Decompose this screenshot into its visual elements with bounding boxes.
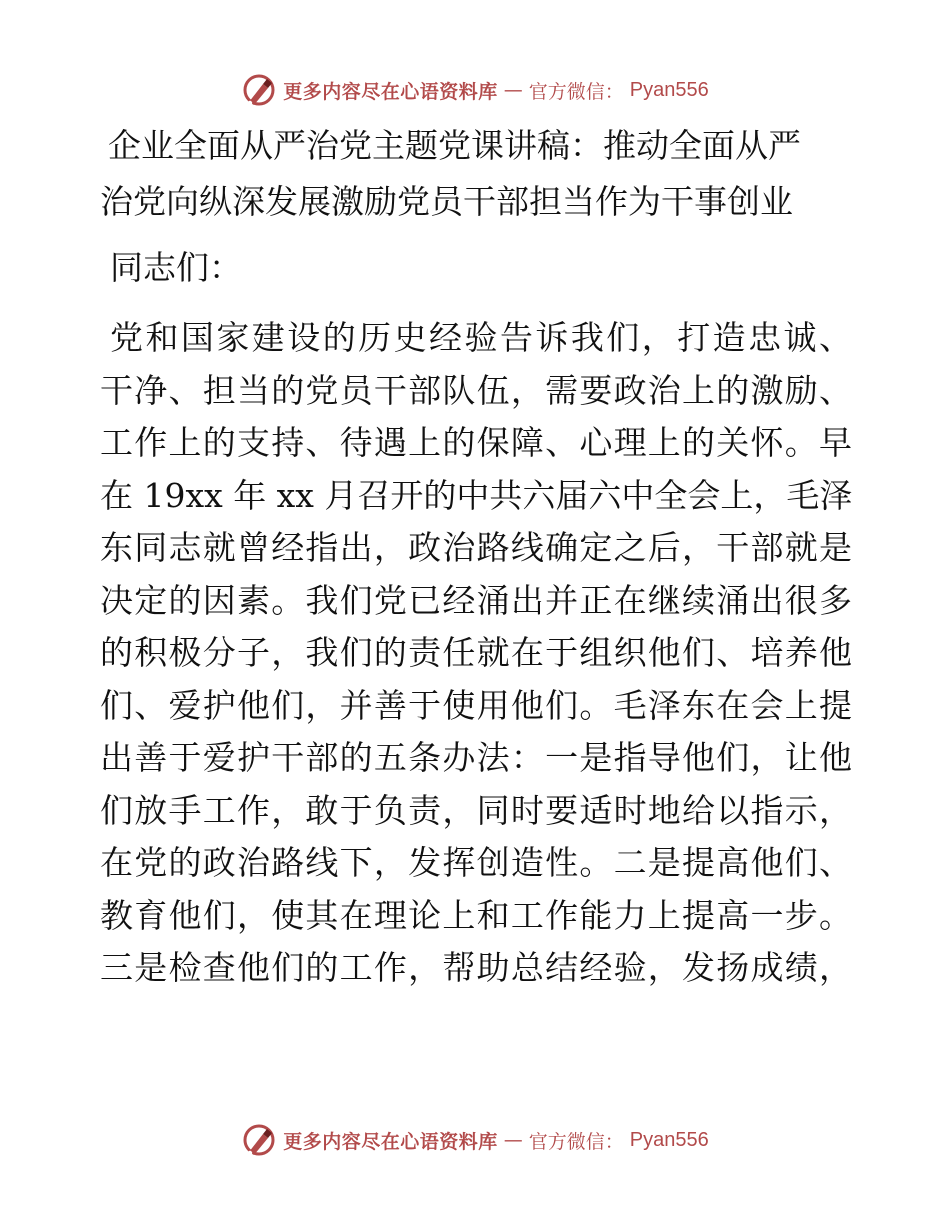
body-line: 们放手工作，敢于负责，同时要适时地给以指示， [100,790,852,830]
body-line: 干净、担当的党员干部队伍，需要政治上的激励、 [100,370,852,410]
footer-banner [0,1120,950,1160]
footer-wechat-id: Pyan556 [629,1128,709,1151]
pen-circle-logo-icon [241,1122,277,1158]
body-line: 东同志就曾经指出，政治路线确定之后，干部就是 [100,528,852,567]
body-paragraph [100,312,852,995]
body-line: 们、爱护他们，并善于使用他们。毛泽东在会上提 [100,685,852,725]
document-content [100,118,852,995]
body-line: 在党的政治路线下，发挥创造性。二是提高他们、 [100,843,852,882]
body-line: 教育他们，使其在理论上和工作能力上提高一步。 [100,895,852,935]
footer-separator: — [503,1129,523,1151]
header-banner [0,70,950,110]
salutation: 同志们： [110,248,242,287]
header-wechat-id: Pyan556 [629,78,709,101]
footer-promo-text: 更多内容尽在心语资料库 [283,1130,498,1153]
header-promo-text: 更多内容尽在心语资料库 [283,80,498,103]
title-line: 企业全面从严治党主题党课讲稿：推动全面从严 [108,126,801,165]
body-line: 三是检查他们的工作，帮助总结经验，发扬成绩， [100,948,852,987]
pen-circle-logo-icon [241,72,277,108]
title-line: 治党向纵深发展激励党员干部担当作为干事创业 [100,182,793,221]
header-separator: — [503,79,523,101]
body-line: 的积极分子，我们的责任就在于组织他们、培养他 [100,633,852,672]
body-line: 在 19xx 年 xx 月召开的中共六届六中全会上，毛泽 [100,475,853,515]
body-line: 出善于爱护干部的五条办法：一是指导他们，让他 [100,738,852,777]
header-wechat-label: 官方微信： [528,80,624,103]
document-title [100,118,852,230]
body-line: 党和国家建设的历史经验告诉我们，打造忠诚、 [110,318,852,357]
body-line: 决定的因素。我们党已经涌出并正在继续涌出很多 [100,580,852,620]
body-line: 工作上的支持、待遇上的保障、心理上的关怀。早 [100,423,852,462]
footer-wechat-label: 官方微信： [528,1130,624,1153]
